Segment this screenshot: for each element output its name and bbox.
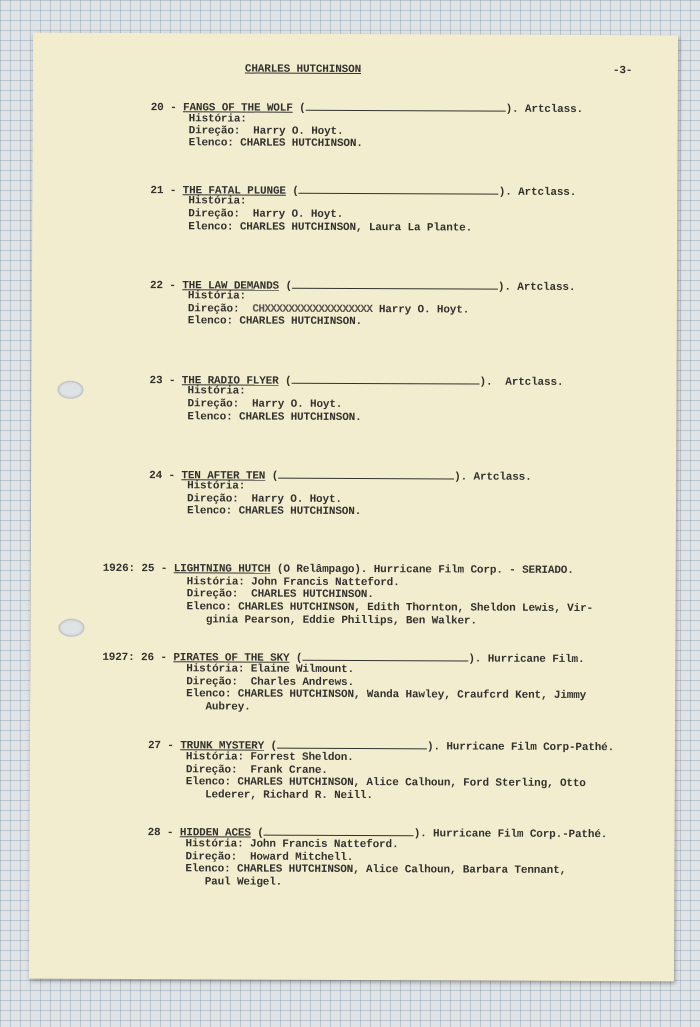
film-entry-title-line	[103, 563, 574, 578]
blank-line	[302, 651, 468, 662]
studio: (O Relâmpago). Hurricane Film Corp. - SERIADO.	[270, 563, 574, 577]
elenco-line: Elenco: CHARLES HUTCHINSON, Alice Calhoun, Barbara Tennant,	[185, 863, 567, 877]
historia-line: História:	[187, 290, 247, 303]
entry-number: 25 -	[141, 563, 168, 576]
studio: ). Artclass.	[497, 281, 576, 294]
typewritten-page	[29, 33, 678, 982]
film-title: LIGHTNING HUTCH	[173, 563, 271, 576]
film-entry-title-line: 28 - HIDDEN ACES ( ). Hurricane Film Corp.-Pathé.	[147, 827, 608, 842]
film-entry-title-line: 21 - THE FATAL PLUNGE ( ). Artclass.	[150, 185, 577, 199]
historia-line: História: John Francis Natteford.	[186, 576, 400, 590]
entry-number: 22 -	[149, 280, 176, 293]
entry-number: 20 -	[150, 102, 177, 115]
elenco-line: Elenco: CHARLES HUTCHINSON.	[186, 505, 362, 519]
historia-line: História:	[187, 480, 246, 493]
elenco-line: Elenco: CHARLES HUTCHINSON, Wanda Hawley, Craufcrd Kent, Jimmy	[186, 688, 587, 703]
elenco-line: Elenco: CHARLES HUTCHINSON, Alice Calhoun, Ford Sterling, Otto	[185, 776, 586, 791]
film-title: PIRATES OF THE SKY	[173, 652, 290, 665]
studio: ). Artclass.	[454, 471, 532, 484]
elenco-line: Elenco: CHARLES HUTCHINSON.	[187, 411, 362, 425]
studio: ). Hurricane Film Corp-Pathé.	[426, 741, 615, 755]
direcao-line: Direção: Frank Crane.	[185, 764, 328, 777]
elenco-line: Elenco: CHARLES HUTCHINSON, Laura La Plante.	[188, 221, 473, 235]
direcao-line: Direção: Harry O. Hoyt.	[188, 125, 344, 138]
blank-line	[291, 374, 479, 385]
elenco-line-continued: Aubrey.	[186, 701, 251, 714]
binder-hole	[58, 619, 84, 637]
entry-number: 27 -	[147, 740, 174, 753]
direcao-line: Direção: Harry O. Hoyt.	[188, 208, 344, 221]
elenco-line-continued: ginia Pearson, Eddie Phillips, Ben Walker.	[186, 614, 477, 628]
studio: ). Artclass.	[479, 376, 564, 389]
historia-line: História: Forrest Sheldon.	[185, 751, 354, 765]
film-title: THE FATAL PLUNGE	[182, 185, 286, 198]
direcao-line: Direção: Charles Andrews.	[186, 676, 354, 690]
direcao-line: Direção: CHARLES HUTCHINSON.	[186, 588, 374, 602]
film-entry-title-line: 22 - THE LAW DEMANDS ( ). Artclass.	[149, 280, 576, 294]
blank-line	[299, 184, 499, 195]
direcao-line: Direção: CHXXXXXXXXXXXXXXXXXX Harry O. Hoyt.	[187, 303, 470, 317]
direcao-line: Direção: Harry O. Hoyt.	[187, 398, 343, 411]
entry-number: 26 -	[141, 652, 167, 665]
film-entry-title-line: 23 - THE RADIO FLYER ( ). Artclass.	[149, 375, 564, 389]
page-header-name: CHARLES HUTCHINSON	[244, 63, 362, 77]
film-title: THE LAW DEMANDS	[182, 280, 280, 293]
studio: ). Hurricane Film Corp.-Pathé.	[413, 828, 608, 842]
historia-line: História:	[188, 195, 247, 208]
studio: ). Artclass.	[505, 103, 584, 116]
page-number: -3-	[612, 65, 633, 78]
elenco-line-continued: Paul Weigel.	[185, 876, 283, 889]
entry-number: 21 -	[150, 185, 177, 198]
blank-line	[277, 739, 427, 750]
blank-line	[306, 101, 506, 112]
historia-line: História:	[188, 113, 247, 126]
studio: ). Hurricane Film.	[468, 653, 585, 667]
elenco-line: Elenco: CHARLES HUTCHINSON.	[188, 137, 363, 151]
elenco-line: Elenco: CHARLES HUTCHINSON.	[187, 315, 363, 329]
film-entry-title-line: 27 - TRUNK MYSTERY ( ). Hurricane Film Corp-Pathé.	[147, 740, 615, 755]
entry-number: 24 -	[149, 470, 175, 483]
binder-hole	[57, 381, 83, 399]
historia-line: História:	[187, 385, 246, 398]
year-label: 1926:	[102, 562, 136, 576]
elenco-line-continued: Lederer, Richard R. Neill.	[185, 789, 373, 803]
entry-number: 28 -	[147, 827, 174, 840]
film-title: FANGS OF THE WOLF	[182, 102, 293, 115]
direcao-line: Direção: Harry O. Hoyt.	[187, 493, 342, 506]
struck-out-text: CHXXXXXXXXXXXXXXXXXX	[252, 303, 373, 317]
year-label: 1927:	[102, 651, 135, 665]
film-entry-title-line: 20 - FANGS OF THE WOLF ( ). Artclass.	[150, 102, 584, 116]
studio: ). Artclass.	[498, 186, 577, 199]
elenco-line: Elenco: CHARLES HUTCHINSON, Edith Thornton, Sheldon Lewis, Vir-	[186, 601, 594, 616]
film-entry-title-line: 24 - TEN AFTER TEN ( ). Artclass.	[149, 470, 532, 484]
film-entry-title-line: 1927: 26 - PIRATES OF THE SKY ( ). Hurricane Film.	[102, 651, 585, 667]
historia-line: História: John Francis Natteford.	[185, 838, 399, 852]
historia-line: História: Elaine Wilmount.	[186, 663, 355, 677]
film-title: TEN AFTER TEN	[181, 470, 266, 483]
blank-line	[292, 279, 498, 290]
blank-line	[264, 826, 414, 837]
film-title: HIDDEN ACES	[179, 827, 251, 840]
film-title: TRUNK MYSTERY	[180, 740, 265, 753]
entry-number: 23 -	[149, 375, 176, 388]
direcao-line: Direção: Howard Mitchell.	[185, 851, 354, 865]
blank-line	[278, 469, 454, 480]
film-title: THE RADIO FLYER	[181, 375, 279, 388]
